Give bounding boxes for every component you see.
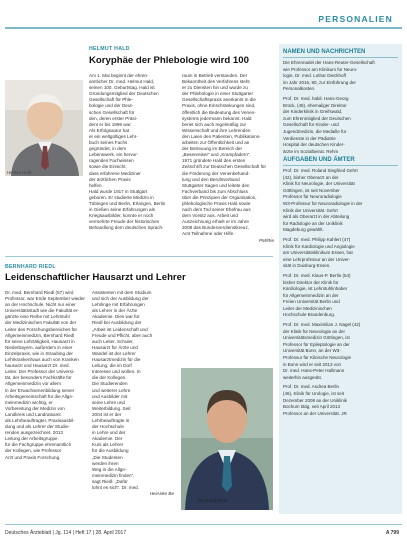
text-line: im Jahr 2016, 90, zur Einführung der xyxy=(283,79,357,85)
text-line: werden ihren xyxy=(92,460,119,466)
text-line: arbeiten zur Öffentlichkeit und an xyxy=(182,140,250,146)
text-line: Professur für Klinische Neurologie xyxy=(283,355,352,361)
text-line: Kriegsausbilder, konnte er noch xyxy=(89,213,154,219)
text-line: vermehrte Freude der historischen xyxy=(89,219,160,225)
text-line: Riedl bei Ausbildung der xyxy=(92,320,142,326)
text-line: er zu Diensten hin und wurde zu xyxy=(182,85,248,91)
text-line: Auszeichnung erhielt er im Jahre xyxy=(182,219,249,225)
text-line: (42), bisher Oberarzt an der xyxy=(283,174,339,180)
text-line: dent er bis 1999 war. xyxy=(89,121,132,127)
text-line: amtlicher Dr. med. Helmut Hald, xyxy=(89,79,155,85)
text-line: meinmedizin wichtig, er xyxy=(5,399,53,405)
text-line: „Besenreiser“ und „Krampfadern“. xyxy=(182,152,251,158)
text-line: und Ausbilder mit xyxy=(92,393,128,399)
text-line: renden ausgezeichnet. 2013 xyxy=(5,430,63,436)
text-line: über die Prinzipien der Organisation, xyxy=(182,194,257,200)
text-line: Dezember 2008 an der Uniklinik xyxy=(283,397,348,403)
text-line: Prof. Dr. med. Andrea Berlin xyxy=(283,384,340,390)
text-line: Prof. Dr. med. habil. Hans-Georg xyxy=(283,95,349,101)
text-line: nach dem Tod seiner Ehefrau aus xyxy=(182,207,251,213)
text-line: Universitätsstadt wie die Fakultät er- xyxy=(5,308,80,314)
text-line: Zeitschrift zur Deutschen Gesellschaft für xyxy=(182,164,266,170)
text-line: Kurs als Lehrer xyxy=(92,442,124,448)
text-line: Lehrkrankenhaus auch von Kranken xyxy=(5,357,79,363)
text-line: Bochum tätig, seit April 2013 xyxy=(283,404,341,410)
text-line: wie Professor am Klinikum für Neuro- xyxy=(283,66,358,72)
text-line: sowie die Einsicht, xyxy=(89,164,127,170)
text-line: Arzt und Praxis Forschung. xyxy=(5,454,61,460)
text-line: HeiAnke Be xyxy=(149,491,174,497)
text-line: den, deren erster Präsi- xyxy=(89,115,138,121)
text-line: Professor an der Universität. JR xyxy=(283,410,347,416)
text-line: tät, der besonders Fachkräfte für xyxy=(5,375,72,381)
text-line: buch seines Fachs xyxy=(89,140,128,146)
text-line: (46), Klinik für Urologie, ist seit xyxy=(283,391,345,396)
text-line: gegründet, in dem xyxy=(89,146,127,152)
text-line: gänzte eine Reihe mit Lehrstuhl xyxy=(5,314,70,320)
text-line: der Medizinischen Fakultät von der xyxy=(5,320,77,326)
text-line: „Arbeit ist Leidenschaft und xyxy=(92,326,148,332)
text-line: beriet sich auch regelmäßig zur xyxy=(182,121,247,127)
text-line: 2004 ist er der xyxy=(92,411,122,417)
article2-column-2 xyxy=(92,290,174,497)
text-line: Wandel ist der Lehrer xyxy=(92,350,136,356)
sidebar-section1-rule xyxy=(283,57,398,58)
text-line: der Phlebologie in einer Stuttgarter xyxy=(182,91,253,97)
text-line: Amt Teilnahme oder Hilfe. xyxy=(182,231,235,237)
text-line: Weg in die Allge- xyxy=(92,466,127,472)
text-line: Allgemeinmedizin vor allem xyxy=(5,381,61,387)
text-line: Hochschule Brandenburg. xyxy=(283,312,336,318)
text-line: Allgemeinmedizin, Bernhard Riedl xyxy=(5,332,75,338)
article1-title: Koryphäe der Phlebologie wird 100 xyxy=(89,55,249,66)
text-line: Freien Universität Berlin und xyxy=(283,299,340,305)
text-line: Niederbayern, außerdem in einer xyxy=(5,344,73,350)
text-line: phlebologische Praxis Hald sowie xyxy=(182,200,251,206)
text-line: in der Erwachsenenbildung seiner xyxy=(5,387,75,393)
helmut-hald-photo xyxy=(5,80,83,176)
text-line: die der Kollegen. xyxy=(92,375,127,381)
text-line: Lehrlinge mit Erfahrungen xyxy=(92,302,145,308)
text-line: Brück, (48), ehemaliger Direktor xyxy=(283,102,347,108)
text-line: sität in Duisburg-Essen. xyxy=(283,263,331,269)
text-line: für Radiologie an der Uniklinik xyxy=(283,220,343,226)
article2-title: Leidenschaftlicher Hausarzt und Lehrer xyxy=(5,272,186,283)
text-line: dass erfahrene Mediziner xyxy=(89,170,141,176)
text-line: der Kinderklinik in Greifswald, xyxy=(283,109,343,115)
portrait-image xyxy=(181,368,273,510)
sidebar-section2-text xyxy=(283,168,398,417)
text-line: Wissenschaft und ihre Lehrenden xyxy=(182,127,251,133)
article1-column-1 xyxy=(89,73,177,231)
text-line: Gesellschaft für Phle- xyxy=(89,97,133,103)
text-line: systems jedermann bekannt. Hald xyxy=(182,115,252,121)
text-line: und sich der Ausbildung der xyxy=(92,296,149,302)
text-line: Kardiologie, ist Lehrstuhlinhaber xyxy=(283,286,348,292)
text-line: Prof. Dr. med. Roland Siegfried Gehrt xyxy=(283,168,358,173)
text-line: geboren. Er studierte Medizin in xyxy=(89,194,154,200)
text-line: Leiter des Forschungsbereiches für xyxy=(5,326,78,332)
text-line: sagt Riedl. „Dafür xyxy=(92,478,128,484)
article-divider xyxy=(5,256,273,257)
text-line: weiterhin ausgeübt. xyxy=(283,374,323,380)
text-line: Hausarzt für Ärzte und xyxy=(92,344,138,350)
text-line: dung und als Lehrer der Studie- xyxy=(5,424,70,430)
text-line: Leitung der Arbeitsgruppe xyxy=(5,436,58,442)
text-line: Verdienste in der Pädiatrie xyxy=(283,135,336,141)
text-line: der Betreuung im Bereich der xyxy=(182,146,243,152)
text-line: raum in Betrieb verstanden. Der xyxy=(182,73,248,78)
text-line: 1971 gründete Hald den ersten xyxy=(182,158,246,164)
text-line: Tübingen und Berlin, Erlangen, Berlin xyxy=(89,200,166,206)
text-line: als Lehrer in der Ärzte xyxy=(92,308,138,314)
text-line: Als Erfolgsautor hat xyxy=(89,127,130,133)
text-line: für die Fachgruppe ehrenamtlich xyxy=(5,442,72,448)
text-line: ragendes Fachwissen xyxy=(89,158,134,164)
text-line: Weiterbildung. Seit xyxy=(92,405,131,411)
text-line: Professor für Epileptologie an der xyxy=(283,341,350,347)
text-line: Fachverband bis zum Abschluss xyxy=(182,188,248,194)
sidebar-section1-title: NAMEN UND NACHRICHTEN xyxy=(283,49,366,55)
text-line: Die Ehrennadel der Hans-Reuter-Gesellschaft xyxy=(283,60,375,65)
article2-column-1 xyxy=(5,290,87,461)
text-line: Dr. med. Bernhard Riedl (57) wird xyxy=(5,290,74,295)
text-line: der Klinik für Neurologie an der xyxy=(283,328,346,334)
portrait-image xyxy=(5,80,83,176)
text-line: Klinik der Universität. Gehrt xyxy=(283,207,338,213)
sidebar-section2-title: AUFGABEN UND ÄMTER xyxy=(283,157,355,163)
text-line: Universitätsmedizin Göttingen, ist xyxy=(283,335,350,341)
article2-kicker: BERNHARD RIEDL xyxy=(5,264,56,270)
header-rule xyxy=(5,27,402,29)
text-line: Leiter. Der Professor der Universi- xyxy=(5,369,75,375)
footer-page-number: A 799 xyxy=(385,530,399,536)
text-line: Professor für Neuroradiologie xyxy=(283,194,342,200)
text-line: er ein weltgültiges Lehr- xyxy=(89,133,138,139)
text-line: seinen 100. Geburtstag. Hald ist xyxy=(89,85,155,91)
text-line: Leiter der Medizinischen xyxy=(283,305,332,311)
text-line: Akademie. Dies war für xyxy=(92,314,140,320)
text-line: der ärztlichen Praxis xyxy=(89,176,131,182)
article1-kicker: HELMUT HALD xyxy=(89,46,130,52)
text-line: Klinik für Kardiologie und Angiologie xyxy=(283,243,355,249)
text-line: Dr. med. Hans-Peter Hallmann xyxy=(283,368,345,374)
text-line: Gründungsmitglied der Deutschen xyxy=(89,91,159,97)
text-line: Personalkosten. xyxy=(283,86,316,92)
text-line: Jugendmedizin, die Medaille für xyxy=(283,128,347,134)
text-line: und weiterer Lehre xyxy=(92,387,131,393)
bernhard-riedl-photo xyxy=(181,368,273,510)
text-line: eine Lehrprofessur an der Univer- xyxy=(283,256,351,262)
text-line: Hausarztmedizin für die xyxy=(92,357,141,363)
footer-publication: Deutsches Ärzteblatt | Jg. 114 | Heft 17 | 28. April 2017 xyxy=(5,530,127,536)
text-line: Göttingen, ist seit November xyxy=(283,187,340,193)
text-line: Einzelpraxis, wie in Straubing der xyxy=(5,350,73,356)
text-line: Lehrbeauftragte in xyxy=(92,417,130,423)
text-line: bisher Direktor der Klinik für xyxy=(283,279,339,285)
text-line: seine Lehre und xyxy=(92,399,125,405)
text-line: helfen. xyxy=(89,182,103,188)
text-line: meinmedizin finden“, xyxy=(92,472,135,478)
text-line: an der Hochschule. Nicht nur einer xyxy=(5,302,76,308)
text-line: Universität Bonn, an der W3- xyxy=(283,348,341,354)
text-line: Interesse und wollen. In xyxy=(92,369,141,375)
text-line: Praxis, ohne Einschränkungen sind, xyxy=(182,103,256,109)
text-line: den Laien den Patienten, Publikations- xyxy=(182,133,261,139)
text-line: Professor, war Ende September wieder xyxy=(5,296,85,302)
text-line: in Bonn wird er seit 2013 von xyxy=(283,361,342,367)
text-line: Freude und Pflicht, aber auch xyxy=(92,332,153,338)
text-line: lung und den Berufsverband xyxy=(182,176,240,182)
section-title: PERSONALIEN xyxy=(318,14,393,24)
text-line: Arbeitsgemeinschaft für die Allge- xyxy=(5,393,74,399)
sidebar-section2-rule xyxy=(283,165,398,166)
text-line: Leitung, die im Dorf xyxy=(92,363,132,369)
text-line: bologie und der Deut- xyxy=(89,103,134,109)
text-line: hausarzt und Hausarzt Dr. med. xyxy=(5,363,70,369)
text-line: Prof. Dr. med. Maximilian J. Nagel (42) xyxy=(283,322,361,328)
text-line: für seine Lehrtätigkeit, Hausarzt in xyxy=(5,338,75,344)
text-line: am Universitätsklinikum Essen, hat xyxy=(283,250,353,256)
text-line: Prof. Dr. med. Philipp Kahlert (47) xyxy=(283,236,351,242)
text-line: Akademie. Der xyxy=(92,436,123,442)
text-line: W3-Professur für Neuroradiologie in der xyxy=(283,200,363,206)
text-line: Hald wurde 1917 in Stuttgart xyxy=(89,188,148,194)
text-line: Klinik für Neurologie, der Universität xyxy=(283,181,355,187)
sidebar-section1-text xyxy=(283,60,398,155)
text-line: Bekanntheit des Verfahrens steht xyxy=(182,79,250,85)
text-line: Magdeburg gewählt. xyxy=(283,227,324,233)
text-line: lohnt es sich“. Dr. med. xyxy=(92,485,139,490)
text-line: öffentlich die Bedeutung des Venen- xyxy=(182,109,256,115)
text-line: der Kollegen, wie Professor xyxy=(5,448,62,454)
text-line: der Hochschule xyxy=(92,424,124,430)
text-line: PM/Rie xyxy=(258,237,274,243)
text-line: Gesellschaftspraxis anerkannt in die xyxy=(182,97,256,103)
text-line: Stuttgarter Sagen und leitete den xyxy=(182,182,250,188)
text-line: Behandlung dem deutschen Sprach- xyxy=(89,225,164,231)
text-line: 2008 das Bundesverdienstkreuz, xyxy=(182,225,249,231)
photo-caption-riedl: Bernhard Riedl xyxy=(198,498,228,503)
text-line: „Die Studenten xyxy=(92,454,123,460)
footer-rule xyxy=(5,524,402,525)
text-line: schen Gesellschaft für xyxy=(89,109,135,115)
photo-caption-hald: Helmut Hald xyxy=(7,170,32,175)
text-line: Die Studierenden xyxy=(92,381,128,387)
text-line: als Lehrbeauftragter, Praxisausbil- xyxy=(5,417,75,423)
text-line: in Lehre und der xyxy=(92,430,126,436)
text-line: in Gießen seine Erfahrungen als xyxy=(89,207,155,213)
text-line: wird als Oberarzt in der Abteilung xyxy=(283,214,350,220)
text-line: Lebenswerk, ein hervor- xyxy=(89,152,139,158)
text-line: dem Vorsitz aus. Arbeit und xyxy=(182,213,238,219)
text-line: Gesellschaft für Kinder- und xyxy=(283,122,339,128)
text-line: für die Ausbildung xyxy=(92,448,129,454)
text-line: logie, Dr. med. Lothar Dieckhoff xyxy=(283,73,346,79)
text-line: Am 1. Mai beginnt der ehren- xyxy=(89,73,149,78)
text-line: Hospital der deutschen Kinder- xyxy=(283,142,345,148)
text-line: Assistenten mit dem Studium xyxy=(92,290,152,295)
article1-column-2 xyxy=(182,73,274,244)
text-line: Prof. Dr. med. Klaus-P. Berlin (54) xyxy=(283,272,351,278)
text-line: Landkreis und Landratsamt xyxy=(5,411,61,417)
text-line: Vorbereitung der Medizin von xyxy=(5,405,65,411)
text-line: auch Leiter, Schuler, xyxy=(92,338,134,344)
text-line: ärzte im Sozialbeirat. Rehm xyxy=(283,148,339,154)
text-line: die Förderung der Venenbehand- xyxy=(182,170,250,176)
text-line: für Allgemeinmedizin an der xyxy=(283,292,339,298)
text-line: zum Ehrenmitglied der Deutschen xyxy=(283,115,351,121)
